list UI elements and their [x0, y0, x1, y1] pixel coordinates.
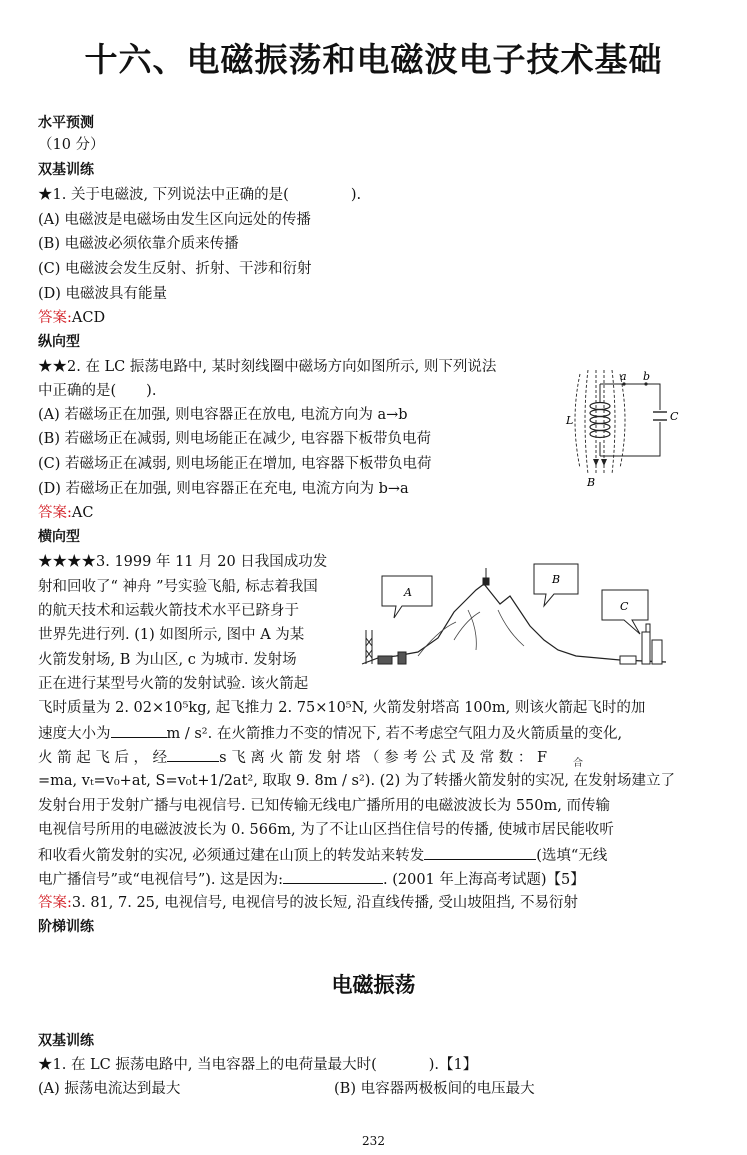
bubble-label-A: A	[404, 586, 412, 599]
q3-line13-rest: (选填“无线	[536, 848, 608, 864]
q1-stem-end: ).	[350, 187, 362, 203]
s2-q1-stem	[38, 1055, 477, 1075]
q2-option-c: (C) 若磁场正在减弱, 则电场能正在增加, 电容器下板带负电荷	[38, 456, 432, 472]
q3-line6: 正在进行某型号火箭的发射试验. 该火箭起	[38, 676, 309, 692]
q1-option-a: (A) 电磁波是电磁场由发生区向远处的传播	[38, 212, 311, 228]
field-arrow-icon	[593, 459, 599, 466]
s2-q1-option-b: (B) 电容器两极板间的电压最大	[334, 1081, 535, 1097]
q1-option-c: (C) 电磁波会发生反射、折射、干涉和衍射	[38, 261, 312, 277]
basic-training-heading: 双基训练	[38, 162, 94, 178]
q3-line9	[38, 747, 583, 770]
city-buildings	[620, 624, 662, 664]
q3-line9-rest: s 飞 离 火 箭 发 射 塔 （ 参 考 公 式 及 常 数 ： F	[219, 750, 548, 766]
label-b: b	[643, 370, 651, 383]
q1-answer-label: 答案:	[38, 310, 72, 326]
q2-stem-line2	[38, 381, 156, 401]
label-C: C	[670, 410, 679, 423]
q1-stem	[38, 185, 361, 205]
q1-answer-value: ACD	[71, 310, 106, 326]
label-a: a	[620, 370, 627, 383]
q2-stem-end: ).	[146, 383, 157, 399]
q3-line4: 世界先进行列. (1) 如图所示, 图中 A 为某	[38, 627, 305, 643]
points-note: （10 分）	[38, 137, 105, 153]
q3-line1: ★★★★3. 1999 年 11 月 20 日我国成功发	[38, 554, 328, 570]
horizontal-type-heading: 横向型	[38, 529, 80, 545]
page-title: 十六、电磁振荡和电磁波电子技术基础	[84, 40, 663, 79]
bubble-label-B: B	[552, 573, 561, 586]
q2-answer-label: 答案:	[38, 505, 72, 521]
q3-answer-label: 答案:	[38, 895, 72, 911]
q3-line9-text: 火 箭 起 飞 后 ， 经	[38, 750, 168, 766]
q2-stem-line1: ★★2. 在 LC 振荡电路中, 某时刻线圈中磁场方向如图所示, 则下列说法	[38, 359, 497, 375]
answer-blank-time	[167, 747, 219, 762]
section-title-oscillation: 电磁振荡	[331, 973, 416, 997]
q1-option-d: (D) 电磁波具有能量	[38, 286, 168, 302]
q3-line14	[38, 869, 585, 890]
bubble-A	[382, 576, 432, 618]
q3-line5: 火箭发射场, B 为山区, c 为城市. 发射场	[38, 652, 297, 668]
q3-line8-rest: m / s². 在火箭推力不变的情况下, 若不考虑空气阻力及火箭质量的变化,	[166, 726, 623, 742]
s2-q1-option-a: (A) 振荡电流达到最大	[38, 1081, 181, 1097]
q3-line8-text: 速度大小为	[38, 726, 111, 742]
q3-answer-value: 3. 81, 7. 25, 电视信号, 电视信号的波长短, 沿直线传播, 受山坡阻挡, 不易衍射	[71, 895, 578, 911]
s2-q1-stem-end: ).【1】	[428, 1057, 478, 1073]
s2-q1-stem-text: ★1. 在 LC 振荡电路中, 当电容器上的电荷量最大时(	[38, 1057, 377, 1073]
launch-tower	[366, 630, 406, 664]
q2-option-a: (A) 若磁场正在加强, 则电容器正在放电, 电流方向为 a→b	[38, 407, 408, 423]
q3-line13-text: 和收看火箭发射的实况, 必须通过建在山顶上的转发站来转发	[38, 848, 425, 864]
q3-line9-subscript: 合	[573, 758, 584, 769]
label-L: L	[566, 414, 574, 427]
bubble-C	[602, 590, 648, 634]
answer-blank-reason	[283, 869, 383, 884]
answer-blank-acceleration	[111, 723, 167, 738]
mountain-ridges	[418, 610, 524, 656]
relay-station-antenna	[483, 568, 489, 585]
q2-stem-text: 中正确的是(	[38, 383, 117, 399]
q2-option-d: (D) 若磁场正在加强, 则电容器正在充电, 电流方向为 b→a	[38, 481, 409, 497]
q2-option-b: (B) 若磁场正在减弱, 则电场能正在减少, 电容器下板带负电荷	[38, 431, 432, 447]
section-heading-level-prediction: 水平预测	[38, 115, 94, 131]
q3-line8	[38, 723, 622, 744]
bubble-B	[534, 564, 578, 606]
circuit-wire-top	[600, 384, 660, 410]
section2-basic-heading: 双基训练	[38, 1033, 94, 1049]
page-number: 232	[362, 1134, 385, 1148]
q3-line11: 发射台用于发射广播与电视信号. 已知传输无线电广播所用的电磁波波长为 550m, 而传输	[38, 798, 610, 814]
launch-site-figure	[358, 560, 670, 670]
q3-line12: 电视信号所用的电磁波波长为 0. 566m, 为了不让山区挡住信号的传播, 使城市居民能收听	[38, 822, 614, 838]
q2-answer	[38, 503, 93, 523]
vertical-type-heading: 纵向型	[38, 334, 80, 350]
answer-blank-signal	[424, 845, 536, 860]
q3-line3: 的航天技术和运载火箭技术水平已跻身于	[38, 603, 299, 619]
lc-circuit-figure	[560, 362, 690, 492]
q3-line10: =ma, vₜ=v₀+at, S=v₀t+1/2at², 取取 9. 8m / s²). (2) 为了转播火箭发射的实况, 在发射场建立了	[38, 773, 676, 789]
q3-line7: 飞时质量为 2. 02×10⁵kg, 起飞推力 2. 75×10⁵N, 火箭发射塔高 100m, 则该火箭起飞时的加	[38, 700, 646, 716]
q3-line2: 射和回收了“ 神舟 ”号实验飞船, 标志着我国	[38, 579, 318, 595]
q3-answer	[38, 893, 578, 913]
bubble-label-C: C	[620, 600, 629, 613]
inductor-coil	[590, 403, 610, 438]
circuit-wire-bottom	[600, 422, 660, 456]
q3-line14-text: 电广播信号”或“电视信号”). 这是因为:	[38, 872, 283, 888]
field-arrow-icon	[601, 459, 607, 466]
q1-option-b: (B) 电磁波必须依靠介质来传播	[38, 236, 239, 252]
q1-stem-text: ★1. 关于电磁波, 下列说法中正确的是(	[38, 187, 289, 203]
label-B: B	[587, 476, 596, 489]
q2-answer-value: AC	[71, 505, 94, 521]
ladder-training-heading: 阶梯训练	[38, 919, 94, 935]
q3-line13	[38, 845, 607, 866]
q3-line14-rest: . (2001 年上海高考试题)【5】	[383, 872, 585, 888]
q1-answer	[38, 308, 105, 328]
